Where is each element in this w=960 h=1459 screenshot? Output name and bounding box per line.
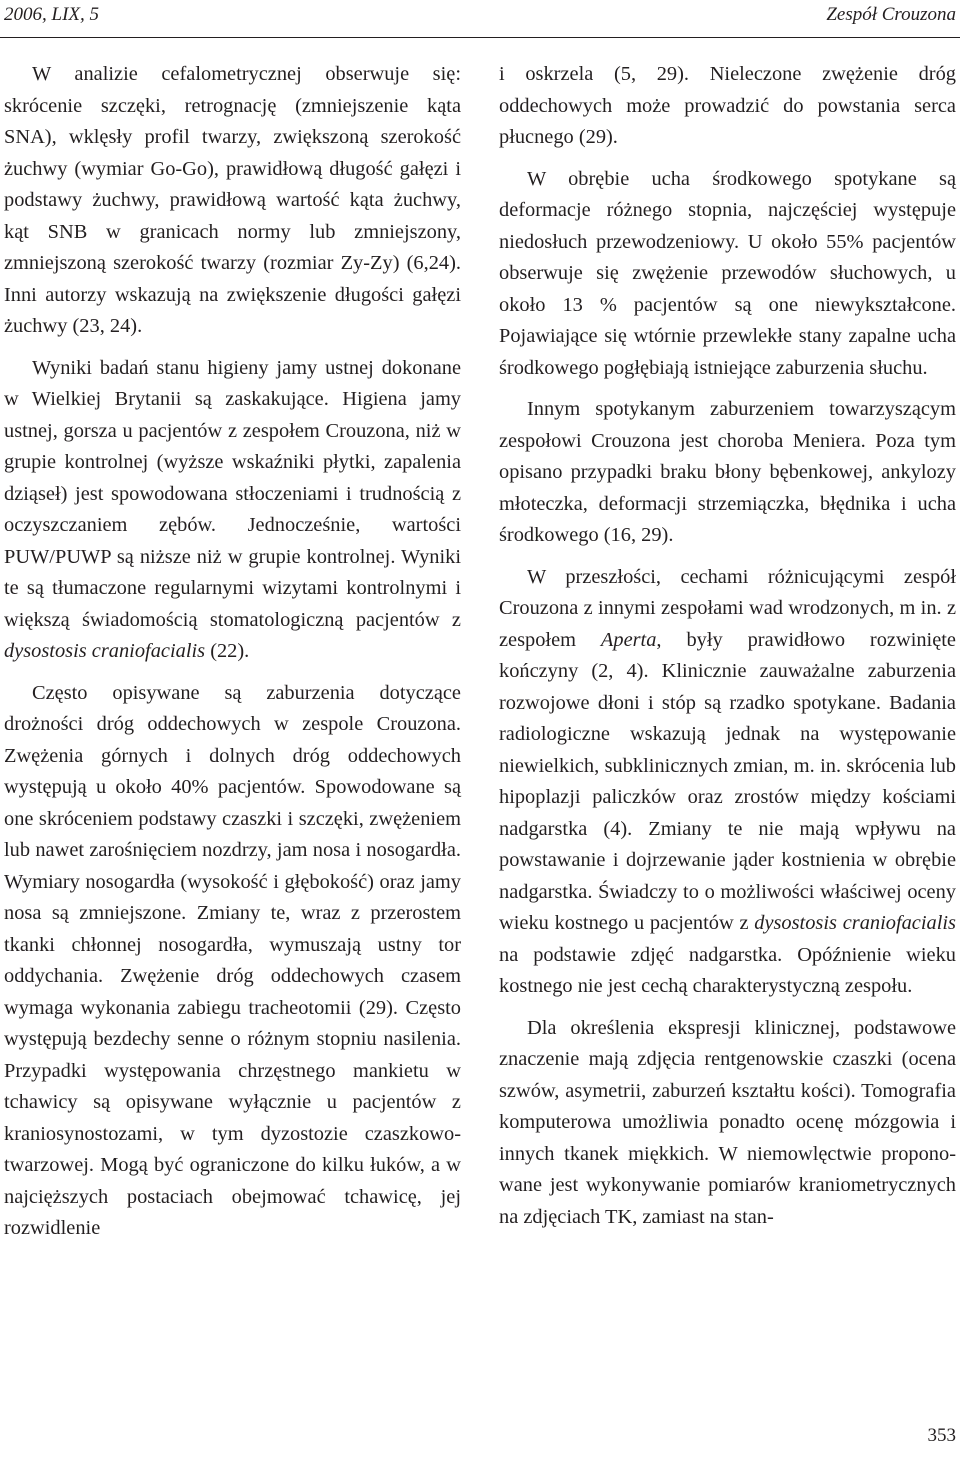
- paragraph: [499, 562, 956, 1003]
- text-run: Innym spotykanym zaburzeniem towarzyszącym zespołowi Crouzona jest choroba Meniera. Poza tym opisano przypadki braku błony bębenkowej, ankylozy młoteczka, deformacji strzemiączka, błędnika i ucha środkowego (16, 29).: [499, 398, 956, 546]
- paragraph: [499, 1013, 956, 1234]
- page-number: 353: [927, 1425, 956, 1446]
- running-header-issue: 2006, LIX, 5: [4, 4, 99, 25]
- paragraph: [499, 59, 956, 154]
- text-run: (22).: [205, 640, 250, 662]
- header-rule: [0, 37, 960, 38]
- paragraph: [499, 394, 956, 552]
- paragraph: [499, 164, 956, 385]
- text-run: W przeszłości, cechami różnicującymi zespół Crouzona z innymi zespołami wad wrodzonych, m in. z zespołem: [499, 565, 956, 651]
- text-run: W obrębie ucha środkowego spotykane są deformacje różnego stopnia, najczęściej występuje niedosłuch przewodzeniowy. U około 55% pacjentów obserwuje się zwężenie przewodów słuchowych, u około 13 % pacjentów są one niewykształcone. Pojawiające się wtórnie przewlekłe stany zapalne ucha środkowego pogłębiają istniejące zaburzenia słuchu.: [499, 167, 956, 379]
- text-run: Często opisywane są zaburzenia dotyczące drożności dróg oddechowych w zespole Crouzona. Zwężenia górnych i dolnych dróg oddechowych występują u około 40% pacjentów. Spowodowane są one skróceniem podstawy czaszki i szczęki, zwężeniem lub nawet zarośnięciem nozdrzy, jam nosa i nosogardła. Wymiary nosogardła (wysokość i głębokość) oraz jamy nosa są zmniejszone. Zmiany te, wraz z przerostem tkanki chłonnej nosogardła, wymuszają ustny tor oddychania. Zwężenie dróg oddechowych czasem wymaga wykonania zabiegu tracheotomii (29). Często występują bezdechy senne o różnym stopniu nasilenia. Przypadki występowania chrzęstnego mankietu w tchawicy są opisywane wyłącznie u pacjentów z kraniosynostozami, w tym dyzostozie czaszkowo-twarzowej. Mogą być ograniczone do kilku łuków, a w najcięższych postaciach obejmować tchawicę, jej rozwidlenie: [4, 681, 461, 1239]
- italic-term: dysostosis craniofacialis: [754, 912, 956, 934]
- running-header-title: Zespół Crouzona: [826, 4, 956, 25]
- paragraph: [4, 59, 461, 343]
- italic-term: dysostosis craniofacialis: [4, 640, 206, 662]
- left-column: [4, 59, 461, 1245]
- paragraph: [4, 678, 461, 1245]
- text-run: i oskrzela (5, 29). Nieleczone zwężenie dróg oddechowych może prowadzić do powstania serca płucnego (29).: [499, 63, 956, 148]
- text-run: , były prawidłowo rozwinięte kończyny (2, 4). Klinicznie zauważalne zaburzenia rozwojowe dłoni i stóp są rzadko spotykane. Badania radiologiczne wskazują jednak na występowanie niewielkich, subklinicznych zmian, m. in. skrócenia lub hipoplazji paliczków oraz zrostów między kościami nadgarstka (4). Zmiany te nie mają wpływu na powstawanie i dojrzewanie jąder kostnienia w obrębie nadgarstka. Świadczy to o możliwości właściwej oceny wieku kostnego u pacjentów z: [499, 628, 956, 934]
- right-column: [499, 59, 956, 1233]
- text-run: na podstawie zdjęć nadgarstka. Opóźnienie wieku kostnego nie jest cechą charakterystyczną zespołu.: [499, 943, 956, 997]
- text-run: W analizie cefalometrycznej obserwuje się: skrócenie szczęki, retrognację (zmniejszenie kąta SNA), wklęsły profil twarzy, zwiększoną szerokość żuchwy (wymiar Go-Go), prawidłową długość gałęzi i podstawy żuchwy, prawidłową wartość kąta żuchwy, kąt SNB w granicach normy lub zmniejszony, zmniejszoną szerokość twarzy (rozmiar Zy-Zy) (6,24). Inni autorzy wskazują na zwiększenie długości gałęzi żuchwy (23, 24).: [4, 63, 461, 337]
- text-run: Dla określenia ekspresji klinicznej, podstawowe znaczenie mają zdjęcia rentgenowskie czaszki (ocena szwów, asymetrii, zaburzeń kształtu kości). Tomografia komputerowa umożliwia ponadto ocenę mózgowia i innych tkanek miękkich. W niemowlęctwie proponowane jest wykonywanie pomiarów kraniometrycznych na zdjęciach TK, zamiast na stan-: [499, 1016, 956, 1228]
- text-run: Wyniki badań stanu higieny jamy ustnej dokonane w Wielkiej Brytanii są zaskakujące. Higiena jamy ustnej, gorsza u pacjentów z zespołem Crouzona, niż w grupie kontrolnej (wyższe wskaźniki płytki, zapalenia dziąseł) jest spowodowana stłoczeniami i trudnością z oczyszczaniem zębów. Jednocześnie, wartości PUW/PUWP są niższe niż w grupie kontrolnej. Wyniki te są tłumaczone regularnymi wizytami kontrolnymi i większą świadomością stomatologiczną pacjentów z: [4, 356, 461, 631]
- italic-term: Aperta: [600, 628, 657, 651]
- paragraph: [4, 353, 461, 668]
